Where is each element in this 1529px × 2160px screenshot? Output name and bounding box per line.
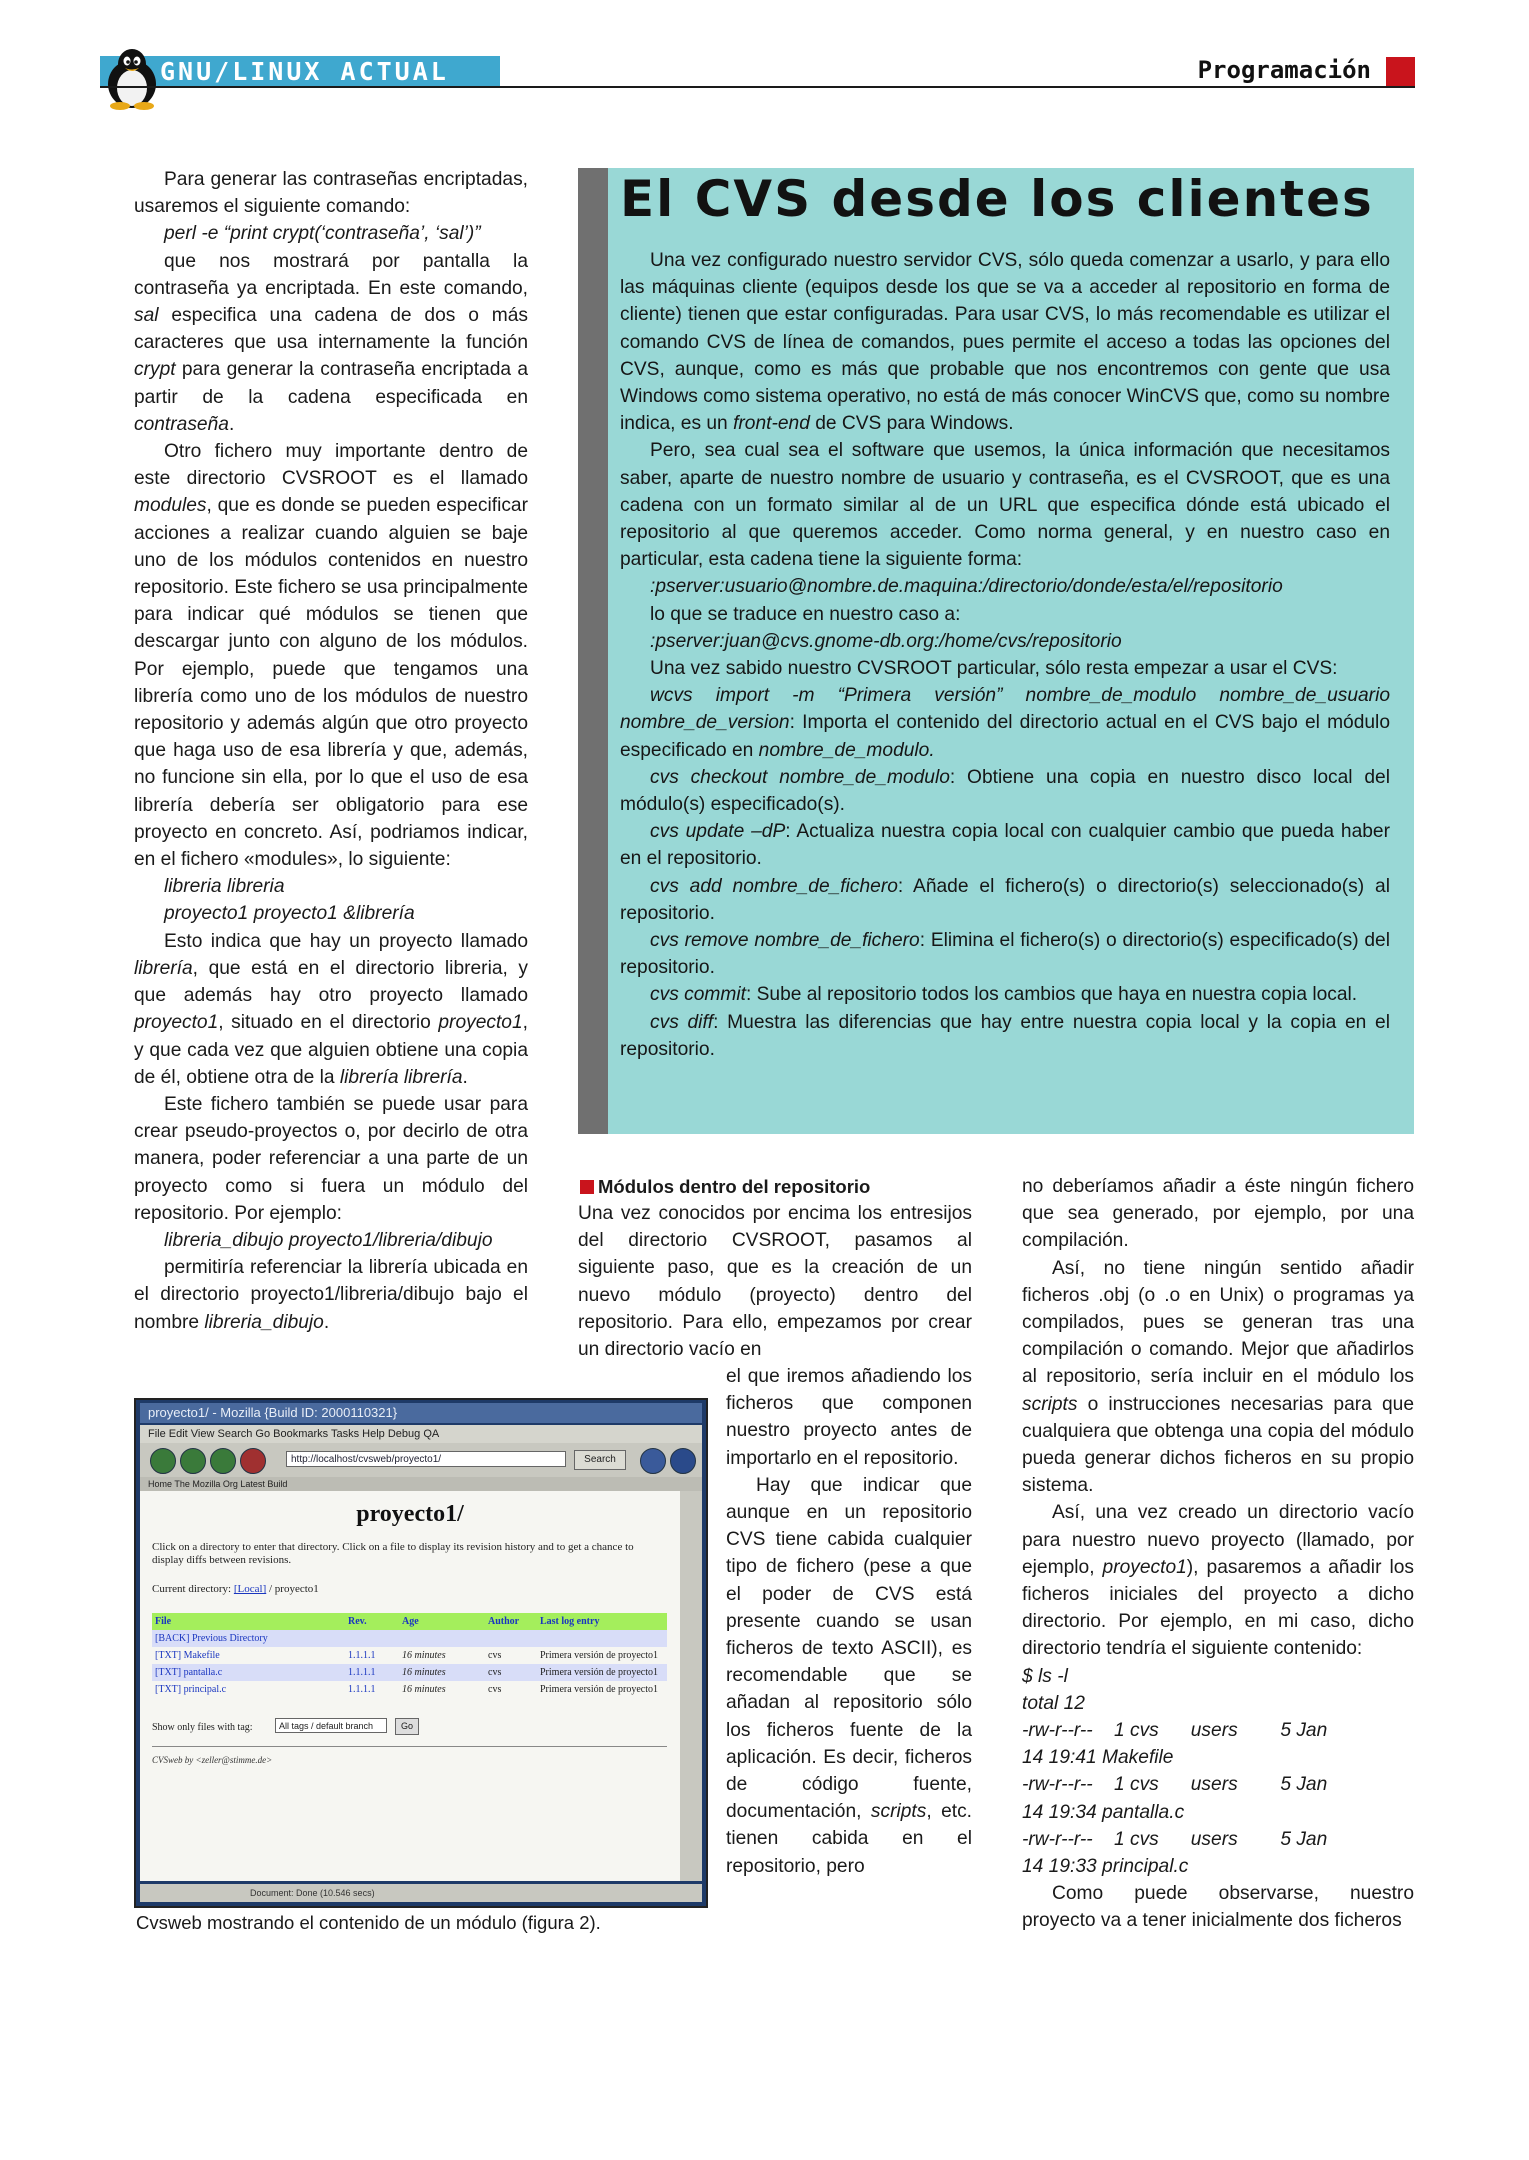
command-item: cvs remove nombre_de_fichero: Elimina el fichero(s) o directorio(s) especificado(s) del repositorio. [620,930,1390,979]
paragraph: no deberíamos añadir a éste ningún fichero que sea generado, por ejemplo, por una compilación. [1022,1176,1414,1252]
magazine-title: GNU/LINUX ACTUAL [160,57,449,86]
divider [152,1746,667,1747]
paragraph: permitiría referenciar la librería ubicada en el directorio proyecto1/libreria/dibujo bajo el nombre libreria_dibujo. [134,1257,528,1333]
stop-icon [240,1448,266,1474]
section-heading: Módulos dentro del repositorio [598,1176,871,1197]
middle-column-top [578,1200,972,1363]
paragraph: Una vez sabido nuestro CVSROOT particular, sólo resta empezar a usar el CVS: [650,658,1338,680]
code-line: libreria_dibujo proyecto1/libreria/dibujo [164,1229,493,1251]
code-line: perl -e “print crypt(‘contraseña’, ‘sal’)” [164,223,481,245]
url-field: http://localhost/cvsweb/proyecto1/ [286,1451,566,1467]
command-item: wcvs import -m “Primera versión” nombre_de_modulo nombre_de_usuario nombre_de_version: Importa el contenido del directorio actual en el CVS bajo el módulo especificado en nombre_de_modulo. [620,685,1390,761]
search-button: Search [574,1450,626,1470]
figure-caption: Cvsweb mostrando el contenido de un módulo (figura 2). [136,1912,601,1933]
scrollbar [680,1491,702,1881]
back-icon [150,1448,176,1474]
paragraph: Hay que indicar que aunque en un repositorio CVS tiene cabida cualquier tipo de fichero (pese a que el poder de CVS está presente cuando se usan ficheros de texto ASCII), es recomendable que se añadan al repositorio sólo los ficheros fuente de la aplicación. Es decir, ficheros de código fuente, documentación, scripts, etc. tienen cabida en el repositorio, pero [726,1474,973,1877]
paragraph: Como puede observarse, nuestro proyecto va a tener inicialmente dos ficheros [1022,1883,1414,1932]
code-line: :pserver:juan@cvs.gnome-db.org:/home/cvs/repositorio [650,630,1122,652]
code-line: 14 19:33 principal.c [1022,1856,1189,1878]
paragraph: Una vez configurado nuestro servidor CVS, sólo queda comenzar a usarlo, y para ello las máquinas cliente (equipos desde los que se va a acceder al repositorio en forma de cliente) tienen que estar configuradas. Para usar CVS, lo más recomendable es utilizar el comando CVS de línea de comandos, pues permite el acceso a todas las opciones del CVS, aunque, como es más que probable que nos encontremos con gente que usa Windows como sistema operativo, no está de más conocer WinCVS que, como su nombre indica, es un front-end de CVS para Windows. [620,250,1390,435]
print-icon [640,1448,666,1474]
status-bar: Document: Done (10.546 secs) [140,1884,702,1902]
cvsweb-footer: CVSweb by <zeller@stimme.de> [152,1755,273,1765]
command-item: cvs diff: Muestra las diferencias que hay entre nuestra copia local y la copia en el repositorio. [620,1011,1390,1060]
sidebar-title: El CVS desde los clientes [620,170,1374,228]
tag-filter-label: Show only files with tag: [152,1722,253,1733]
table-row: [TXT] principal.c 1.1.1.1 16 minutes cvs Primera versión de proyecto1 [152,1681,667,1698]
forward-icon [180,1448,206,1474]
sidebar-text [620,247,1390,1063]
paragraph: Otro fichero muy importante dentro de este directorio CVSROOT es el llamado modules, que es donde se pueden especificar acciones a realizar cuando alguien se baje uno de los módulos contenidos en nuestro repositorio. Este fichero se usa principalmente para indicar qué módulos se tienen que descargar junto con alguno de los módulos. Por ejemplo, puede que tengamos una librería como uno de los módulos de nuestro repositorio y además algún que otro proyecto que haga uso de esa librería y que, además, no funcione sin ella, por lo que el uso de esa librería debería ser obligatorio para ese proyecto en concreto. Así, podriamos indicar, en el fichero «modules», lo siguiente: [134,441,528,871]
paragraph: Una vez conocidos por encima los entresijos del directorio CVSROOT, pasamos al siguiente paso, que es la creación de un nuevo módulo (proyecto) dentro del repositorio. Para ello, empezamos por crear un directorio vacío en [578,1203,972,1361]
sidebar-stripe [578,168,608,1134]
table-header: File Rev. Age Author Last log entry [152,1613,667,1630]
code-line: libreria libreria [164,876,285,898]
command-item: cvs add nombre_de_fichero: Añade el fichero(s) o directorio(s) seleccionado(s) al repositorio. [620,875,1390,924]
paragraph: Para generar las contraseñas encriptadas, usaremos el siguiente comando: [134,169,528,218]
table-row: [BACK] Previous Directory [152,1630,667,1647]
command-item: cvs update –dP: Actualiza nuestra copia local con cualquier cambio que pueda haber en el repositorio. [620,821,1390,870]
table-row: [TXT] pantalla.c 1.1.1.1 16 minutes cvs Primera versión de proyecto1 [152,1664,667,1681]
paragraph: Así, no tiene ningún sentido añadir ficheros .obj (o .o en Unix) o programas ya compilados, pues se generan tras una compilación o comando. Mejor que añadirlos al repositorio, sería incluir en el módulo los scripts o instrucciones necesarias para que cualquiera que obtenga una copia del módulo pueda generar dichos ficheros en su propio sistema. [1022,1257,1414,1497]
window-titlebar: proyecto1/ - Mozilla {Build ID: 2000110321} [140,1403,702,1423]
current-directory: Current directory: [Local] / proyecto1 [152,1583,319,1595]
cvsweb-screenshot [134,1398,708,1908]
go-button: Go [395,1718,419,1735]
tag-select: All tags / default branch [275,1718,387,1733]
code-line: 14 19:41 Makefile [1022,1747,1174,1769]
code-line: -rw-r--r-- 1 cvs users 5 Jan [1022,1720,1328,1742]
page-intro: Click on a directory to enter that directory. Click on a file to display its revision history and to get a chance to display diffs between revisions. [152,1541,634,1566]
command-item: cvs commit: Sube al repositorio todos los cambios que haya en nuestra copia local. [650,984,1358,1006]
menu-bar: File Edit View Search Go Bookmarks Tasks Help Debug QA [140,1425,702,1443]
paragraph: lo que se traduce en nuestro caso a: [650,603,961,625]
tux-penguin-icon [100,44,164,110]
middle-column-bottom [726,1363,972,1880]
code-line: total 12 [1022,1692,1085,1714]
paragraph: Este fichero también se puede usar para crear pseudo-proyectos o, por decirlo de otra manera, poder referenciar a una parte de un proyecto como si fuera un módulo del repositorio. Por ejemplo: [134,1093,528,1224]
code-line: proyecto1 proyecto1 &librería [164,903,415,925]
code-line: :pserver:usuario@nombre.de.maquina:/directorio/donde/esta/el/repositorio [650,576,1283,598]
code-line: -rw-r--r-- 1 cvs users 5 Jan [1022,1828,1328,1850]
page-heading: proyecto1/ [356,1501,464,1527]
personal-toolbar: Home The Mozilla Org Latest Build [140,1477,702,1491]
reload-icon [210,1448,236,1474]
header-rule [100,86,1415,88]
left-column [134,166,528,1336]
code-line: 14 19:34 pantalla.c [1022,1801,1185,1823]
command-item: cvs checkout nombre_de_modulo: Obtiene una copia en nuestro disco local del módulo(s) especificado(s). [620,766,1390,816]
code-line: $ ls -l [1022,1665,1068,1687]
paragraph: Esto indica que hay un proyecto llamado librería, que está en el directorio libreria, y que además hay otro proyecto llamado proyecto1, situado en el directorio proyecto1, y que cada vez que alguien obtiene una copia de él, obtiene otra de la librería librería. [134,930,528,1088]
paragraph: Así, una vez creado un directorio vacío para nuestro nuevo proyecto (llamado, por ejemplo, proyecto1), pasaremos a añadir los ficheros iniciales del proyecto a dicho directorio. Por ejemplo, en mi caso, dicho directorio tendría el siguiente contenido: [1022,1502,1414,1660]
file-table [152,1613,667,1698]
code-line: -rw-r--r-- 1 cvs users 5 Jan [1022,1774,1328,1796]
table-row: [TXT] Makefile 1.1.1.1 16 minutes cvs Primera versión de proyecto1 [152,1647,667,1664]
paragraph: que nos mostrará por pantalla la contraseña ya encriptada. En este comando, sal especifica una cadena de dos o más caracteres que usa internamente la función crypt para generar la contraseña encriptada a partir de la cadena especificada en contraseña. [134,250,528,435]
heading-marker [580,1180,594,1194]
browser-page [140,1491,680,1881]
paragraph: el que iremos añadiendo los ficheros que componen nuestro proyecto antes de importarlo en el repositorio. [726,1366,972,1469]
section-label: Programación [1197,56,1371,84]
mozilla-logo-icon [670,1448,696,1474]
right-column [1022,1173,1414,1935]
paragraph: Pero, sea cual sea el software que usemos, la única información que necesitamos saber, aparte de nuestro nombre de usuario y contraseña, es el CVSROOT, que es una cadena con un formato similar al de un URL que especifica dónde está ubicado el repositorio al que queremos acceder. Como norma general, y en nuestro caso en particular, esta cadena tiene la siguiente forma: [620,440,1390,571]
section-marker [1386,57,1415,86]
